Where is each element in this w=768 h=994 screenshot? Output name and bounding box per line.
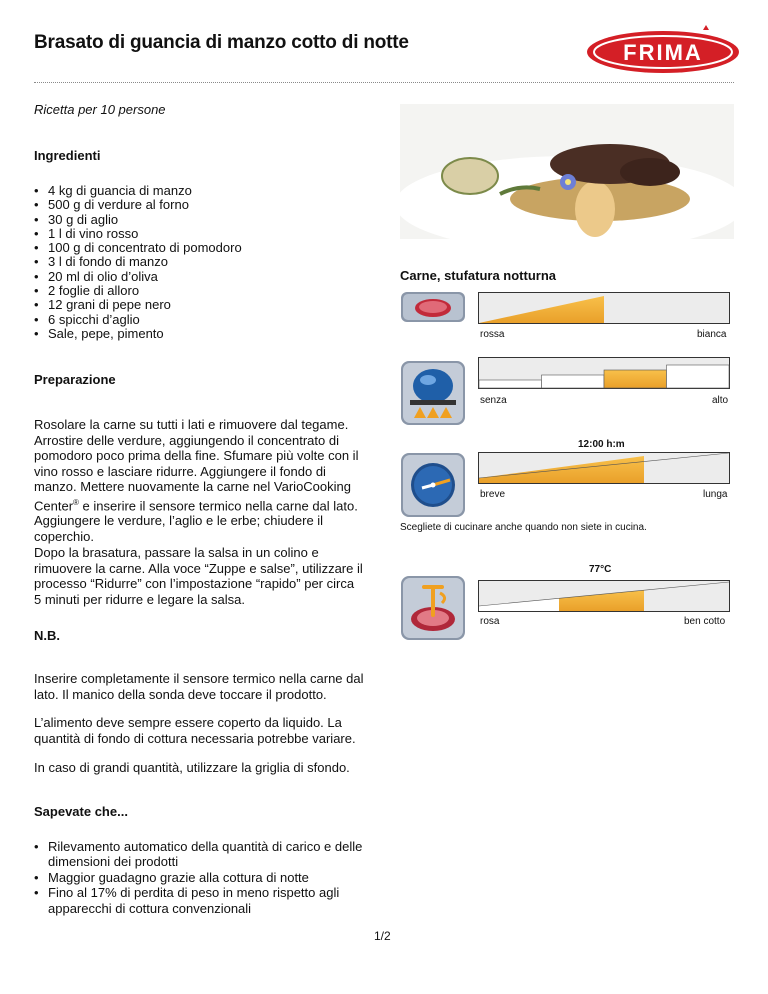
core-temp-value: 77°C (589, 564, 612, 575)
clock-icon (400, 452, 466, 518)
logo-text: FRIMA (623, 40, 703, 65)
ingredients-list (34, 184, 242, 341)
ingredient-item: • 100 g di concentrato di pomodoro (34, 241, 242, 255)
ingredient-item: • 3 l di fondo di manzo (34, 255, 242, 269)
header-divider (34, 82, 734, 83)
level-bar (478, 357, 730, 389)
process-title: Carne, stufatura notturna (400, 268, 557, 283)
core-temp-min-label: rosa (480, 616, 500, 627)
ingredient-item: • 500 g di verdure al forno (34, 198, 242, 212)
tips-heading: Sapevate che... (34, 804, 128, 819)
core-temperature-icon (400, 575, 466, 641)
level-step (604, 370, 667, 388)
time-min-label: breve (480, 489, 506, 500)
note-paragraph: In caso di grandi quantità, utilizzare la griglia di sfondo. (34, 760, 350, 775)
dish-photo (400, 104, 734, 239)
level-max-label: alto (712, 395, 729, 406)
level-step (542, 375, 605, 388)
tip-item: • Rilevamento automatico della quantità di carico e delle dimensioni dei prodotti (34, 839, 364, 870)
browning-max-label: bianca (697, 329, 727, 340)
core-temp-bar (478, 580, 730, 612)
tip-item: • Fino al 17% di perdita di peso in meno rispetto agli apparecchi di cottura convenzionali (34, 885, 364, 916)
notes-heading: N.B. (34, 628, 60, 643)
meat-icon (400, 291, 466, 323)
level-step (667, 365, 730, 388)
ingredient-item: • 20 ml di olio d’oliva (34, 270, 242, 284)
note-paragraph: L’alimento deve sempre essere coperto da liquido. La quantità di fondo di cottura necessaria potrebbe variare. (34, 715, 356, 746)
ingredient-item: • 4 kg di guancia di manzo (34, 184, 242, 198)
note-paragraph: Inserire completamente il sensore termico nella carne dal lato. Il manico della sonda deve toccare il prodotto. (34, 671, 364, 702)
preparation-heading: Preparazione (34, 372, 116, 387)
tips-list (34, 839, 364, 916)
core-temp-max-label: ben cotto (684, 616, 726, 627)
ingredient-item: • 12 grani di pepe nero (34, 298, 242, 312)
time-max-label: lunga (703, 489, 728, 500)
frima-logo (585, 24, 741, 76)
preparation-paragraph-1: Rosolare la carne su tutti i lati e rimuovere dal tegame. Arrostire delle verdure, aggiungendo il concentrato di pomodoro poco prima della fine. Sfumare più volte con il vino rosso e lasciare ridurre. Aggiungere il fondo di manzo. Mettere nuovamente la carne nel VarioCooking Center® e inserire il sensore termico nella carne dal lato. Aggiungere le verdure, l’aglio e le erbe; chiudere il coperchio. (34, 417, 359, 544)
browning-min-label: rossa (480, 329, 505, 340)
browning-bar (478, 292, 730, 324)
night-cooking-note: Scegliete di cucinare anche quando non siete in cucina. (400, 522, 647, 533)
level-min-label: senza (480, 395, 507, 406)
level-step (479, 380, 542, 388)
page-title: Brasato di guancia di manzo cotto di notte (34, 32, 409, 53)
ingredient-item: • 1 l di vino rosso (34, 227, 242, 241)
time-value: 12:00 h:m (578, 439, 625, 450)
page-number: 1/2 (374, 929, 391, 943)
ingredients-heading: Ingredienti (34, 148, 101, 163)
cooking-pot-icon (400, 360, 466, 426)
ingredient-item: • 2 foglie di alloro (34, 284, 242, 298)
ingredient-item: • Sale, pepe, pimento (34, 327, 242, 341)
preparation-paragraph-2: Dopo la brasatura, passare la salsa in un colino e rimuovere la carne. Alla voce “Zuppe e salse”, utilizzare il processo “Ridurre” con l’impostazione “rapido” per circa 5 minuti per ridurre e legare la salsa. (34, 545, 363, 607)
ingredient-item: • 30 g di aglio (34, 213, 242, 227)
tip-item: • Maggior guadagno grazie alla cottura di notte (34, 870, 364, 885)
ingredient-item: • 6 spicchi d’aglio (34, 313, 242, 327)
servings-text: Ricetta per 10 persone (34, 102, 166, 117)
time-bar (478, 452, 730, 484)
